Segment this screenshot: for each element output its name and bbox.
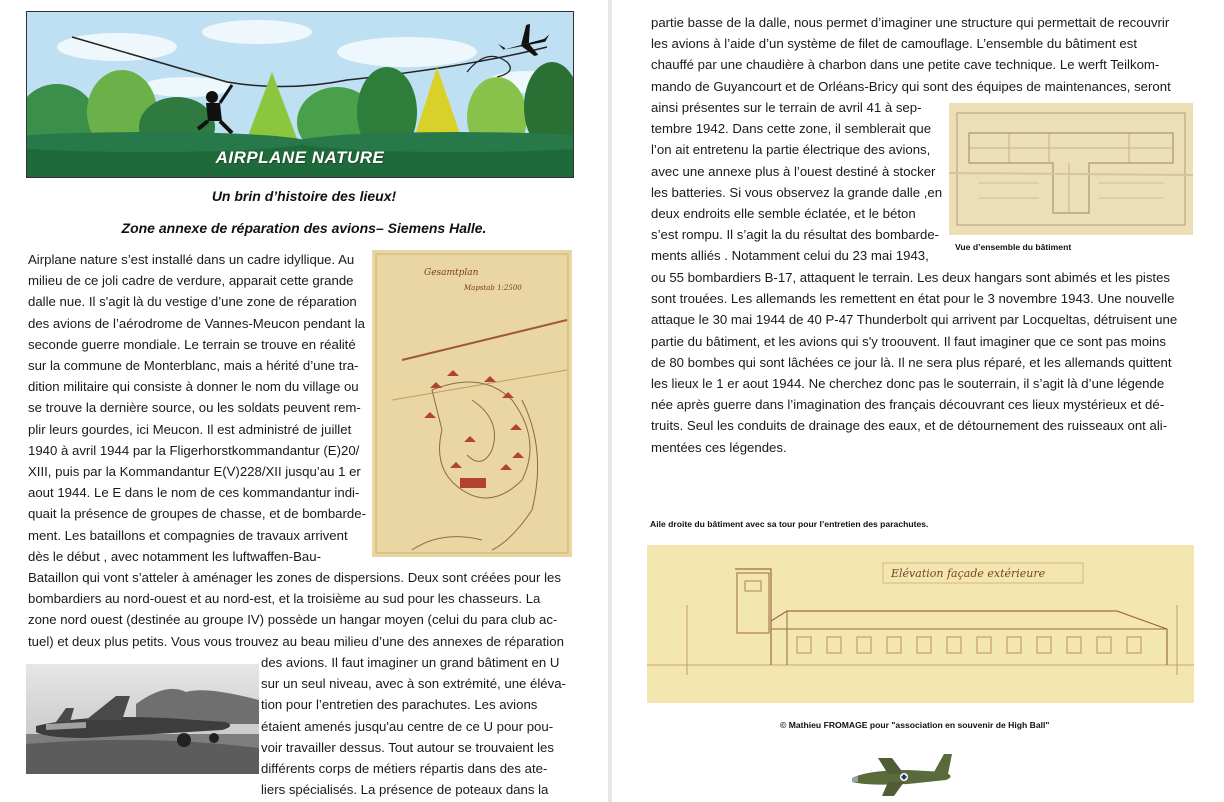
- map-label-scale: Mapstab 1:2500: [464, 284, 522, 292]
- text-line: des avions de l’aérodrome de Vannes-Meucon pendant la: [28, 315, 365, 331]
- b17-bomber-illustration: [848, 750, 960, 800]
- airplane-nature-banner: [26, 11, 574, 178]
- text-line: ainsi présentes sur le terrain de avril 41 à sep-: [651, 100, 922, 115]
- text-line: l’on ait entretenu la partie électrique des avions,: [651, 142, 931, 158]
- caption-wing: Aile droite du bâtiment avec sa tour pour l’entretien des parachutes.: [650, 519, 929, 529]
- text-line: sur la commune de Monterblanc, mais a hérité d’une tra-: [28, 358, 359, 374]
- bw-aircraft-photo: [26, 664, 259, 774]
- text-line: Bataillon qui vont s’atteler à aménager les zones de dispersions. Deux sont créées pour les: [28, 570, 561, 585]
- text-line: partie du bâtiment, et les avions qui s'y troouvent. Il faut imaginer que ce sont pas moins: [651, 333, 1166, 349]
- text-line: bombardiers au nord-ouest et au nord-est, et la troisième au sud pour les chasseurs. La: [28, 591, 541, 607]
- text-line: voir travailler dessus. Tout autour se trouvaient les: [261, 739, 554, 755]
- text-line: 1940 à avril 1944 par la Fligerhorstkommandantur (E)20/: [28, 442, 360, 458]
- text-line: se trouve la dernière source, ou les soldats peuvent rem-: [28, 400, 361, 416]
- text-line: truits. Seul les conduits de drainage des eaux, et de détournement des ruisseaux ont ali-: [651, 418, 1168, 434]
- text-line: sont trouées. Les allemands les remettent en état pour le 3 novembre 1943. Une nouvelle: [651, 291, 1175, 307]
- heading-zone: Zone annexe de réparation des avions– Siemens Halle.: [121, 220, 487, 236]
- text-line: aout 1944. Le E dans le nom de ces kommandantur indi-: [28, 485, 360, 501]
- text-line: XIII, puis par la Kommandantur E(V)228/XII jusqu’au 1 er: [28, 464, 361, 480]
- text-line: milieu de ce joli cadre de verdure, apparait cette grande: [28, 273, 354, 289]
- left-page: [0, 0, 608, 802]
- left-text-narrow: [28, 249, 368, 567]
- text-line: Airplane nature s’est installé dans un cadre idyllique. Au: [28, 252, 355, 267]
- text-line: deux endroits elle semble éclatée, et le béton: [651, 206, 916, 222]
- text-line: ou 55 bombardiers B-17, attaquent le terrain. Les deux hangars sont abimés et les pistes: [651, 270, 1171, 285]
- text-line: s’est rompu. Il s’agit la du résultat des bombarde-: [651, 227, 940, 243]
- text-line: dition militaire qui consiste à donner le nom du village ou: [28, 379, 359, 395]
- text-line: ment. Les bataillons et compagnies de travaux arrivent: [28, 527, 348, 543]
- text-line: mentées ces légendes.: [651, 439, 787, 455]
- right-text-narrow: [651, 97, 951, 267]
- text-line: de 80 bombes qui sont lâchées ce jour là. Il ne sera plus réparé, et les allemands quittent: [651, 354, 1172, 370]
- building-overview-plan: [949, 103, 1193, 235]
- text-line: tion pour l’entretien des parachutes. Les avions: [261, 697, 538, 713]
- elevation-label: Elévation façade extérieure: [891, 567, 1046, 580]
- text-line: des avions. Il faut imaginer un grand bâtiment en U: [261, 655, 560, 670]
- text-line: dalle nue. Il s'agit là du vestige d’une zone de réparation: [28, 294, 357, 310]
- left-text-indented: [261, 652, 591, 800]
- text-line: dès le début , avec notamment les luftwaffen-Bau-: [28, 548, 321, 564]
- site-plan-map: [372, 250, 572, 557]
- heading-history: Un brin d’histoire des lieux!: [211, 188, 397, 204]
- text-line: les avions à l’aide d’un système de filet de camouflage. L’ensemble du bâtiment est: [651, 36, 1138, 52]
- text-line: les lieux le 1 er aout 1944. Ne cherchez donc pas le souterrain, il s’agit là d’une légende: [651, 376, 1165, 392]
- text-line: tuel) et deux plus petits. Vous vous trouvez au beau milieu d’une des annexes de réparation: [28, 633, 564, 649]
- text-line: plir leurs gourdes, ici Meucon. Il est administré de juillet: [28, 421, 352, 437]
- text-line: liers spécialisés. La présence de poteaux dans la: [261, 782, 549, 798]
- right-text-full: [651, 267, 1211, 458]
- right-text-top: [651, 12, 1211, 97]
- credit-line: © Mathieu FROMAGE pour "association en souvenir de High Ball": [780, 720, 1050, 730]
- right-page: [612, 0, 1224, 802]
- text-line: différents corps de métiers répartis dans des ate-: [261, 761, 548, 777]
- text-line: avec une annexe plus à l’ouest destiné à stocker: [651, 163, 936, 179]
- text-line: partie basse de la dalle, nous permet d’imaginer une structure qui permettait de recouvrir: [651, 15, 1170, 30]
- text-line: zone nord ouest (destinée au groupe IV) possède un hangar moyen (celui du para club ac-: [28, 612, 558, 628]
- elevation-drawing: [647, 545, 1194, 703]
- text-line: sur un seul niveau, avec à son extrémité, une éléva-: [261, 676, 566, 692]
- text-line: attaque le 30 mai 1944 de 40 P-47 Thunderbolt qui arrivent par Locqueltas, détruisent une: [651, 312, 1178, 328]
- banner-title: AIRPLANE NATURE: [215, 148, 385, 167]
- text-line: les batteries. Si vous observez la grande dalle ,en: [651, 184, 943, 200]
- caption-overview: Vue d’ensemble du bâtiment: [955, 242, 1072, 252]
- text-line: tembre 1942. Dans cette zone, il semblerait que: [651, 121, 932, 137]
- text-line: étaient amenés jusqu'au centre de ce U pour pou-: [261, 718, 554, 734]
- map-label-gesamtplan: Gesamtplan: [424, 268, 479, 278]
- left-text-full: [28, 567, 588, 652]
- text-line: quait la présence de groupes de chasse, et de bombarde-: [28, 506, 366, 522]
- text-line: mando de Guyancourt et de Orléans-Bricy qui sont des équipes de maintenances, seront: [651, 78, 1171, 94]
- text-line: chauffé par une chaudière à charbon dans une petite cave technique. Le werft Teilkom-: [651, 57, 1160, 73]
- text-line: ments alliés . Notamment celui du 23 mai 1943,: [651, 248, 929, 264]
- text-line: seconde guerre mondiale. Le terrain se trouve en réalité: [28, 336, 356, 352]
- text-line: née après guerre dans l’imagination des français découvrant ces lieux mystérieux et dé-: [651, 397, 1165, 413]
